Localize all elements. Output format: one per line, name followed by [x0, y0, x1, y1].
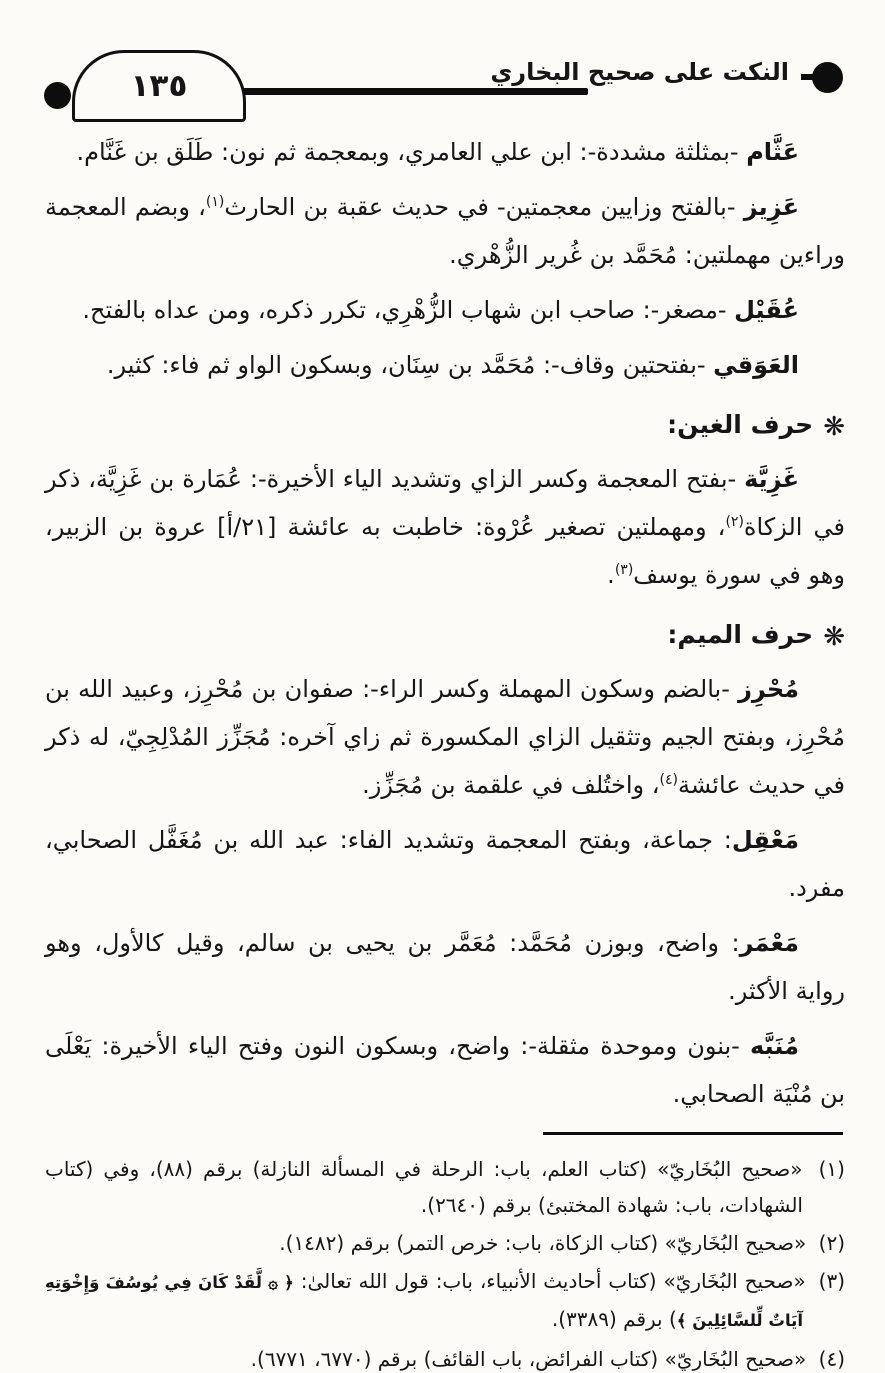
entry-head: عَزِيز — [743, 193, 799, 221]
entry-paragraph — [45, 1022, 845, 1118]
entry-head: مُنَبَّه — [749, 1032, 799, 1060]
footnote-number: (٤) — [812, 1347, 845, 1371]
text-run: «صحيح البُخَاريّ» (كتاب أحاديث الأنبياء، باب: قول الله تعالىٰ: — [293, 1269, 806, 1293]
entry-paragraph — [45, 128, 845, 176]
entry-paragraph — [45, 183, 845, 279]
section-title: حرف الميم: — [667, 620, 814, 649]
entry-paragraph — [45, 455, 845, 599]
section-heading — [45, 403, 845, 447]
entry-paragraph — [45, 919, 845, 1015]
footnote-item — [45, 1151, 845, 1223]
footnotes — [45, 1132, 845, 1373]
text-run: . — [607, 561, 615, 589]
footnote-item — [45, 1263, 845, 1339]
entry-head: غَزِيَّة — [744, 465, 799, 493]
text-run: -بالضم وسكون المهملة وكسر الراء-: صفوان بن مُحْرِز، وعبيد الله بن مُحْرِز، وبفتح الجيم وتثقيل الزاي المكسورة ثم زاي آخره: مُجَزِّز المُدْلِجِيّ، له ذكر في حديث عائشة — [45, 675, 845, 799]
text-run: -بنون وموحدة مثقلة-: واضح، وبسكون النون وفتح الياء الأخيرة: يَعْلَى بن مُنْيَة الصحابي. — [45, 1032, 845, 1108]
body-text — [45, 122, 845, 1118]
text-run: «صحيح البُخَاريّ» (كتاب الفرائض، باب القائف) برقم (٦٧٧٠، ٦٧٧١). — [250, 1347, 807, 1371]
footnote-item — [45, 1225, 845, 1261]
entry-head: مَعْمَر — [739, 929, 799, 957]
text-run: ، ومهملتين تصغير عُرْوة: خاطبت به عائشة [٢١/أ] عروة بن الزبير، وهو في سورة يوسف — [45, 513, 845, 589]
text-run: ، وبضم المعجمة وراءين مهملتين: مُحَمَّد بن غُرير الزُّهْري. — [45, 193, 845, 269]
page-number-badge — [72, 50, 246, 122]
flower-ornament-icon: ❋ — [823, 622, 845, 652]
text-run: : واضح، وبوزن مُحَمَّد: مُعَمَّر بن يحيى بن سالم، وقيل كالأول، وهو رواية الأكثر. — [45, 929, 845, 1005]
entry-head: مَعْقِل — [731, 826, 799, 854]
text-run: -بفتحتين وقاف-: مُحَمَّد بن سِنَان، وبسكون الواو ثم فاء: كثير. — [106, 351, 714, 379]
book-title: النكت على صحيح البخاري — [490, 58, 789, 86]
page-header — [0, 0, 885, 122]
footnote-number: (٢) — [812, 1231, 845, 1255]
footnote-number: (٣) — [811, 1269, 845, 1293]
text-run: -بالفتح وزايين معجمتين- في حديث عقبة بن الحارث — [224, 193, 744, 221]
entry-head: عُقَيْل — [734, 296, 799, 324]
text-run: -بفتح المعجمة وكسر الزاي وتشديد الياء الأخيرة-: عُمَارة بن غَزِيَّة، ذكر في الزكاة — [45, 465, 846, 541]
page-number: ١٣٥ — [130, 68, 188, 104]
text-run: ) برقم (٣٣٨٩). — [551, 1307, 677, 1331]
text-run: «صحيح البُخَاريّ» (كتاب العلم، باب: الرحلة في المسألة النازلة) برقم (٨٨)، وفي (كتاب الشهادات، باب: شهادة المختبئ) برقم (٢٦٤٠). — [45, 1157, 803, 1217]
quran-quote: ﴿ ۞ لَّقَدْ كَانَ فِي يُوسُفَ وَإِخْوَتِهِ آيَاتٌ لِّلسَّائِلِينَ ﴾ — [45, 1273, 803, 1330]
footnote-ref: (١) — [205, 194, 225, 210]
entry-paragraph — [45, 816, 845, 912]
text-run: -بمثلثة مشددة-: ابن علي العامري، وبمعجمة ثم نون: طَلَق بن غَنَّام. — [76, 138, 747, 166]
footnote-separator — [543, 1132, 843, 1135]
footnote-number: (١) — [808, 1157, 845, 1181]
header-bullet-icon — [812, 62, 843, 93]
header-rule — [243, 88, 588, 95]
section-title: حرف الغين: — [667, 410, 814, 439]
footnote-ref: (٤) — [659, 772, 678, 788]
entry-head: مُحْرِز — [738, 675, 799, 703]
text-run: ، واختُلف في علقمة بن مُجَزِّز. — [362, 771, 660, 799]
footnote-item — [45, 1341, 845, 1373]
entry-paragraph — [45, 286, 845, 334]
flower-ornament-icon: ❋ — [823, 412, 845, 442]
badge-side-dot-icon — [44, 82, 71, 109]
entry-head: عَثَّام — [746, 138, 799, 166]
footnote-list — [45, 1151, 845, 1373]
text-run: «صحيح البُخَاريّ» (كتاب الزكاة، باب: خرص التمر) برقم (١٤٨٢). — [279, 1231, 807, 1255]
footnote-ref: (٣) — [614, 562, 634, 578]
entry-head: العَوَقي — [713, 351, 799, 379]
section-heading — [45, 613, 845, 657]
footnote-ref: (٢) — [725, 514, 744, 530]
text-run: -مصغر-: صاحب ابن شهاب الزُّهْرِي، تكرر ذكره، ومن عداه بالفتح. — [82, 296, 735, 324]
text-run: : جماعة، وبفتح المعجمة وتشديد الفاء: عبد الله بن مُغَفَّل الصحابي، مفرد. — [45, 826, 845, 902]
entry-paragraph — [45, 341, 845, 389]
entry-paragraph — [45, 665, 845, 809]
